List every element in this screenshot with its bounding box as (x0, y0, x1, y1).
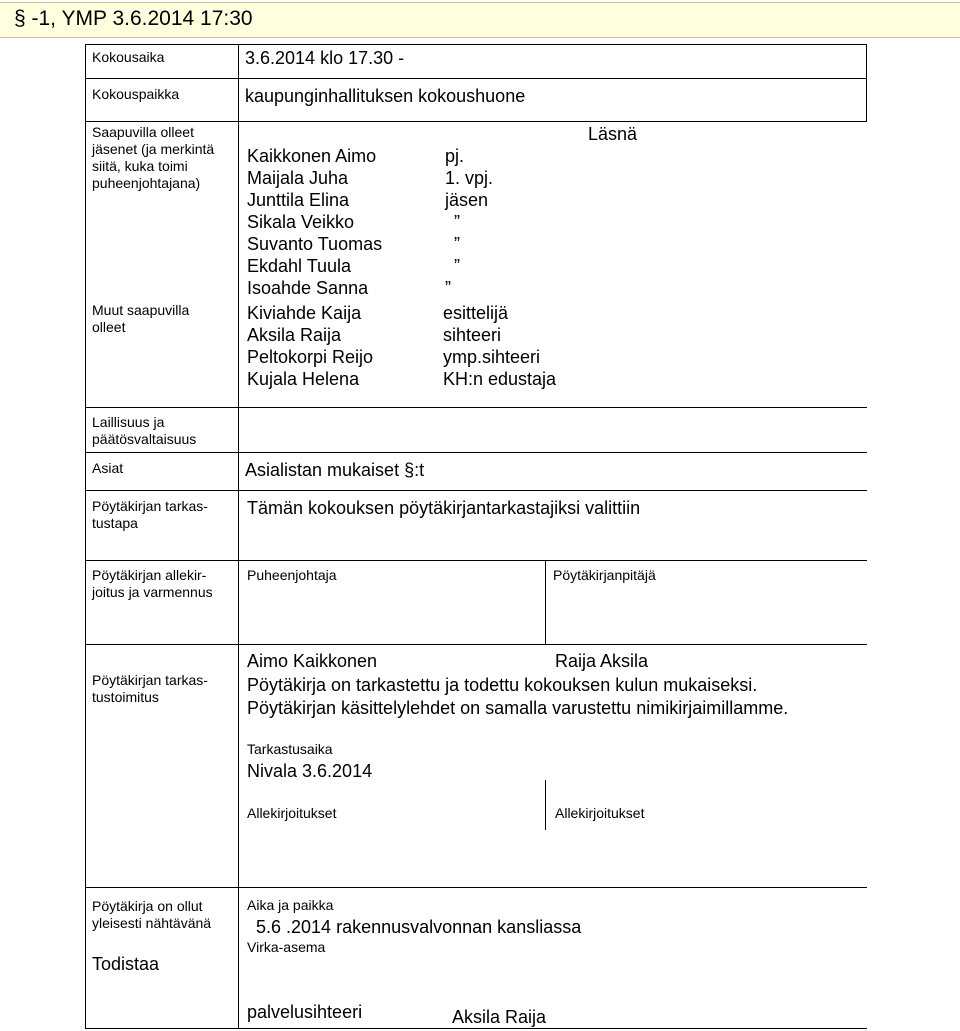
inspection-time-label: Tarkastusaika (247, 741, 333, 757)
label-line: tustapa (92, 515, 138, 531)
row-line-bottom (85, 1028, 867, 1029)
label-muut (92, 302, 189, 336)
label-asiat: Asiat (92, 460, 124, 476)
position-label: Virka-asema (247, 939, 326, 955)
table-border-right-top (866, 44, 867, 122)
member-role: ” (454, 234, 460, 254)
member-name: Isoahde Sanna (247, 278, 369, 298)
member-role: jäsen (445, 190, 489, 210)
inspection-time-value: Nivala 3.6.2014 (247, 761, 373, 781)
other-role: esittelijä (443, 303, 509, 323)
member-roles (445, 145, 493, 299)
member-name: Sikala Veikko (247, 212, 355, 232)
label-line: päätösvaltaisuus (92, 431, 197, 447)
position-value: palvelusihteeri (247, 1002, 363, 1022)
member-list (247, 145, 382, 299)
signer-name: Aksila Raija (452, 1007, 547, 1027)
label-nahtavana (92, 898, 211, 932)
label-line: puheenjohtajana) (92, 175, 201, 191)
member-name: Suvanto Tuomas (247, 234, 383, 254)
member-role: ” (454, 256, 460, 276)
inspection-line-2: Pöytäkirjan käsittelylehdet on samalla varustettu nimikirjaimillamme. (247, 698, 789, 718)
secretary-label: Pöytäkirjanpitäjä (553, 567, 656, 583)
row-line-3 (85, 407, 867, 408)
member-name: Junttila Elina (247, 190, 350, 210)
label-laillisuus (92, 414, 196, 448)
time-place-label: Aika ja paikka (247, 897, 334, 913)
signatures-label-1: Allekirjoitukset (247, 805, 337, 821)
label-line: Muut saapuvilla (92, 302, 190, 318)
inspection-line-1: Pöytäkirja on tarkastettu ja todettu kokouksen kulun mukaiseksi. (247, 675, 758, 695)
member-name: Ekdahl Tuula (247, 256, 352, 276)
other-role: ymp.sihteeri (443, 347, 541, 367)
label-line: olleet (92, 319, 126, 335)
label-line: jäsenet (ja merkintä (92, 141, 215, 157)
label-line: joitus ja varmennus (92, 584, 213, 600)
label-line: tustoimitus (92, 689, 159, 705)
other-name: Aksila Raija (247, 325, 342, 345)
member-name: Maijala Juha (247, 168, 349, 188)
row-line-5 (85, 490, 867, 491)
value-asiat: Asialistan mukaiset §:t (245, 460, 425, 480)
row-line-6 (85, 560, 867, 561)
label-line: Pöytäkirja on ollut (92, 898, 203, 914)
time-place-value: 5.6 .2014 rakennusvalvonnan kansliassa (256, 917, 582, 937)
label-line: Pöytäkirjan allekir- (92, 567, 207, 583)
label-line: yleisesti nähtävänä (92, 915, 212, 931)
table-border-left (85, 44, 86, 1029)
label-saapuvilla (92, 124, 214, 192)
row-line-7 (85, 644, 867, 645)
others-list (247, 302, 373, 390)
value-tarkastustapa: Tämän kokouksen pöytäkirjantarkastajiksi valittiin (247, 498, 641, 518)
label-line: siitä, kuka toimi (92, 158, 188, 174)
section-header (0, 2, 960, 38)
chair-name: Aimo Kaikkonen (247, 651, 378, 671)
row-line-top (85, 44, 867, 45)
value-kokousaika: 3.6.2014 klo 17.30 - (245, 48, 405, 68)
other-name: Kujala Helena (247, 369, 360, 389)
secretary-name: Raija Aksila (555, 651, 649, 671)
row-line-2 (85, 121, 867, 122)
others-roles (443, 302, 556, 390)
member-role: pj. (445, 146, 465, 166)
other-name: Kiviahde Kaija (247, 303, 362, 323)
signature-divider-2 (545, 780, 546, 830)
column-divider (238, 44, 239, 1029)
value-kokouspaikka: kaupunginhallituksen kokoushuone (245, 86, 526, 106)
row-line-8 (85, 887, 867, 888)
other-role: KH:n edustaja (443, 369, 557, 389)
label-line: Saapuvilla olleet (92, 124, 194, 140)
section-header-text: § -1, YMP 3.6.2014 17:30 (14, 7, 253, 30)
label-tarkastustoimitus (92, 672, 208, 706)
label-line: Laillisuus ja (92, 414, 165, 430)
member-name: Kaikkonen Aimo (247, 146, 377, 166)
other-role: sihteeri (443, 325, 502, 345)
member-role: 1. vpj. (445, 168, 494, 188)
label-line: Pöytäkirjan tarkas- (92, 672, 208, 688)
other-name: Peltokorpi Reijo (247, 347, 374, 367)
label-line: Pöytäkirjan tarkas- (92, 498, 208, 514)
label-tarkastustapa (92, 498, 208, 532)
label-allekirjoitus (92, 567, 213, 601)
member-role: ” (445, 278, 451, 298)
label-kokousaika: Kokousaika (92, 49, 165, 65)
signature-divider (545, 560, 546, 645)
row-line-1 (85, 78, 867, 79)
member-role: ” (454, 212, 460, 232)
chair-label: Puheenjohtaja (247, 567, 337, 583)
row-line-4 (85, 452, 867, 453)
present-header: Läsnä (588, 124, 638, 144)
signatures-label-2: Allekirjoitukset (555, 805, 645, 821)
label-kokouspaikka: Kokouspaikka (92, 86, 180, 102)
label-todistaa: Todistaa (92, 954, 160, 974)
